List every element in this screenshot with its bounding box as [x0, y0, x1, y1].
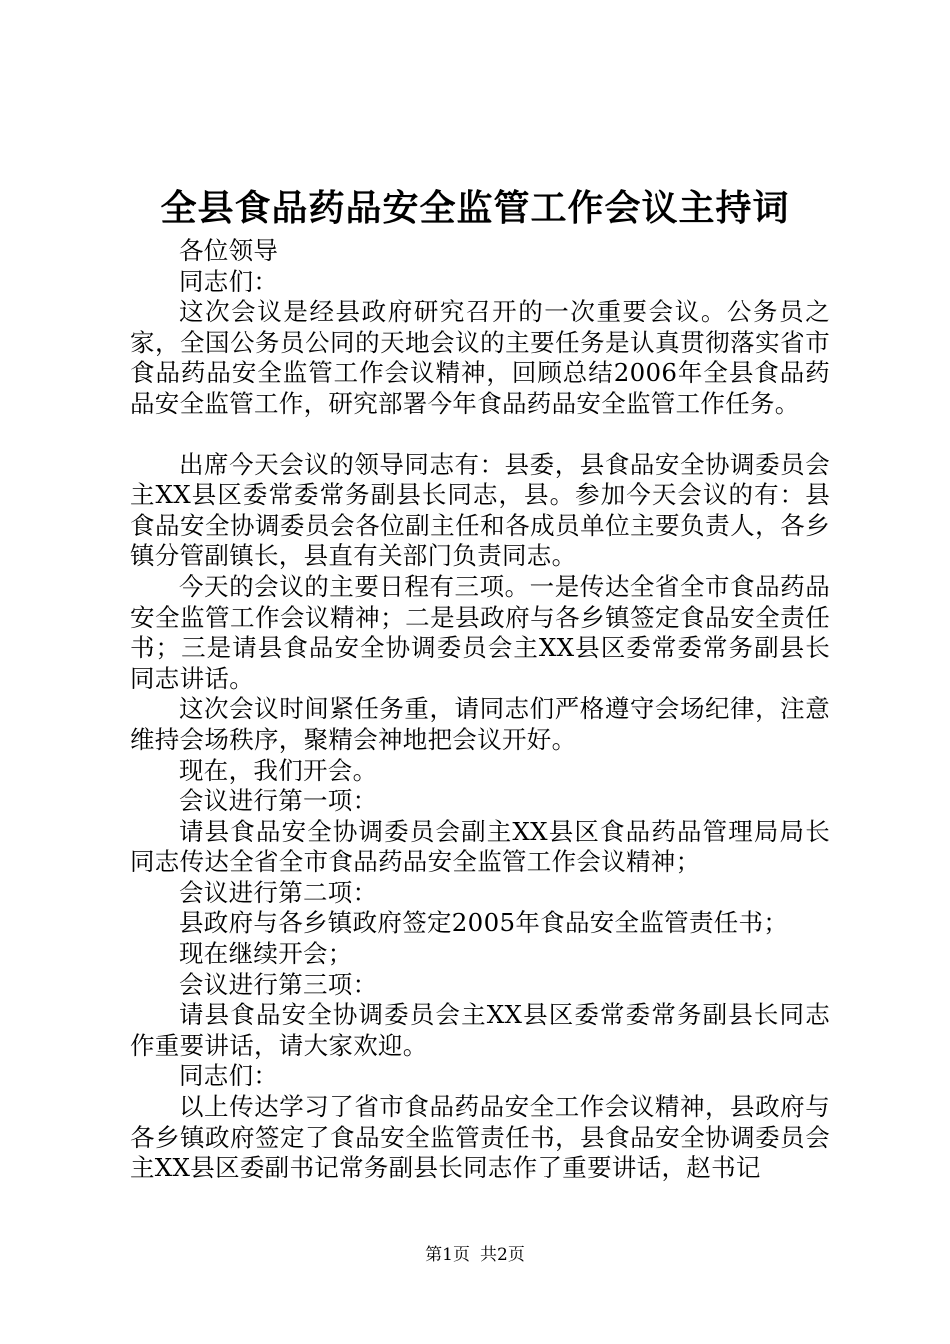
paragraph-agenda: 今天的会议的主要日程有三项。一是传达全省全市食品药品安全监管工作会议精神；二是县政府与各乡镇签定食品安全责任书；三是请县食品安全协调委员会主XX县区委常委常务副县长同志讲话。	[130, 571, 830, 693]
salutation-leaders: 各位领导	[179, 236, 279, 265]
page-footer	[0, 1243, 950, 1267]
page-total: 共2页	[480, 1245, 525, 1265]
document-body	[130, 236, 830, 1184]
paragraph-open-meeting: 现在，我们开会。	[179, 755, 378, 785]
paragraph-item-one-heading: 会议进行第一项：	[179, 786, 378, 816]
paragraph-item-two-content: 县政府与各乡镇政府签定2005年食品安全监管责任书；	[179, 908, 789, 938]
paragraph-attendees: 出席今天会议的领导同志有：县委，县食品安全协调委员会主XX县区委常委常务副县长同志，县。参加今天会议的有：县食品安全协调委员会各位副主任和各成员单位主要负责人，各乡镇分管副镇长，县直有关部门负责同志。	[130, 449, 830, 571]
document-title: 全县食品药品安全监管工作会议主持词	[160, 187, 790, 229]
salutation-comrades-closing: 同志们：	[179, 1061, 279, 1091]
paragraph-item-three-heading: 会议进行第三项：	[179, 969, 378, 999]
page-number: 第1页	[425, 1245, 470, 1265]
paragraph-item-two-heading: 会议进行第二项：	[179, 877, 378, 907]
salutation-comrades: 同志们：	[179, 266, 279, 296]
paragraph-continue-meeting: 现在继续开会；	[179, 939, 353, 969]
paragraph-summary: 以上传达学习了省市食品药品安全工作会议精神，县政府与各乡镇政府签定了食品安全监管责任书，县食品安全协调委员会主XX县区委副书记常务副县长同志作了重要讲话，赵书记	[130, 1092, 830, 1183]
paragraph-discipline: 这次会议时间紧任务重，请同志们严格遵守会场纪律，注意维持会场秩序，聚精会神地把会议开好。	[130, 694, 830, 754]
paragraph-item-three-content: 请县食品安全协调委员会主XX县区委常委常务副县长同志作重要讲话，请大家欢迎。	[130, 1000, 830, 1060]
paragraph-item-one-content: 请县食品安全协调委员会副主XX县区食品药品管理局局长同志传达全省全市食品药品安全监管工作会议精神；	[130, 816, 830, 877]
paragraph-meeting-purpose: 这次会议是经县政府研究召开的一次重要会议。公务员之家，全国公务员公同的天地会议的主要任务是认真贯彻落实省市食品药品安全监管工作会议精神，回顾总结2006年全县食品药品安全监管工作，研究部署今年食品药品安全监管工作任务。	[130, 297, 830, 418]
